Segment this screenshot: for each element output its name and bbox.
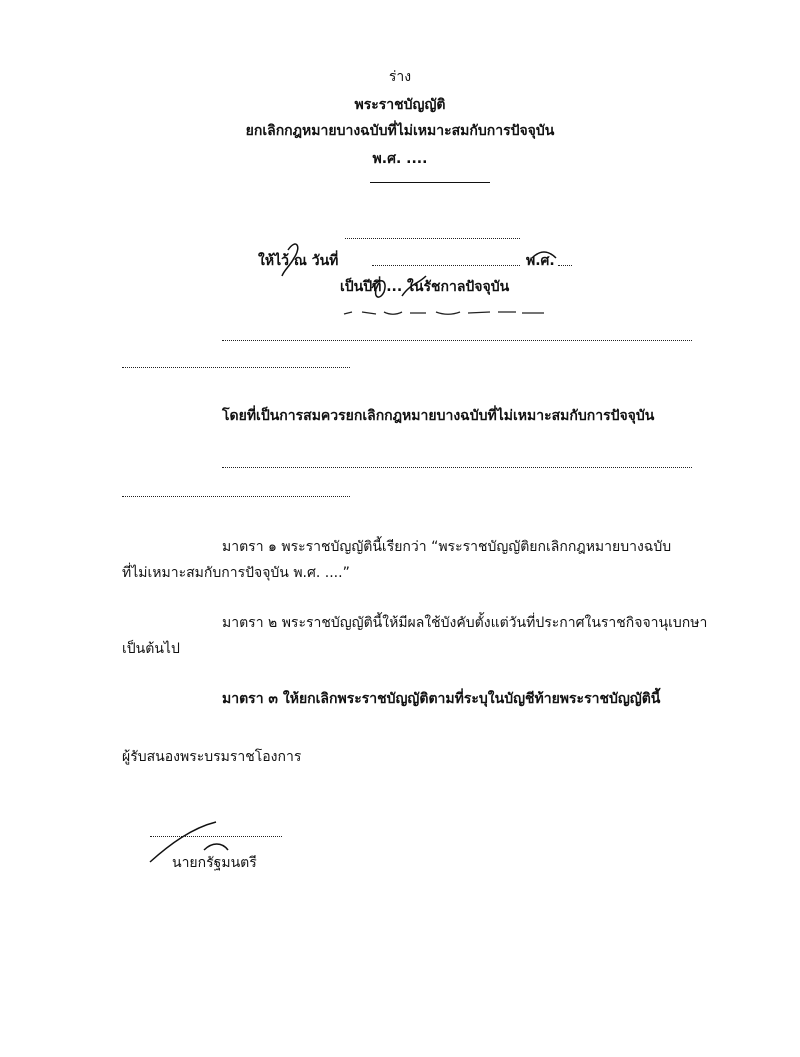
section-3-line-1: มาตรา ๓ ให้ยกเลิกพระราชบัญญัติตามที่ระบุในบัญชีท้ายพระราชบัญญัตินี้: [222, 691, 661, 707]
act-title: พระราชบัญญัติ: [354, 97, 446, 113]
section-1-line-2: ที่ไม่เหมาะสมกับการปัจจุบัน พ.ศ. ....”: [122, 565, 350, 581]
section-2-line-1: มาตรา ๒ พระราชบัญญัตินี้ให้มีผลใช้บังคับตั้งแต่วันที่ประกาศในราชกิจจานุเบกษา: [222, 615, 708, 631]
preamble-reason: โดยที่เป็นการสมควรยกเลิกกฎหมายบางฉบับที่ไม่เหมาะสมกับการปัจจุบัน: [222, 408, 655, 424]
given-reign-line: เป็นปีที่ ... ในรัชกาลปัจจุบัน: [340, 279, 510, 295]
section-2-line-2: เป็นต้นไป: [122, 641, 180, 657]
given-date-label: ให้ไว้ ณ วันที่: [258, 253, 339, 269]
given-year-label: พ.ศ.: [526, 253, 555, 269]
countersign-label: ผู้รับสนองพระบรมราชโองการ: [122, 749, 302, 765]
act-year: พ.ศ. ....: [372, 151, 428, 167]
act-subtitle: ยกเลิกกฎหมายบางฉบับที่ไม่เหมาะสมกับการปัจจุบัน: [245, 123, 555, 139]
signatory-title: นายกรัฐมนตรี: [172, 855, 257, 871]
draft-label: ร่าง: [388, 69, 412, 85]
section-1-line-1: มาตรา ๑ พระราชบัญญัตินี้เรียกว่า “พระราชบัญญัติยกเลิกกฎหมายบางฉบับ: [222, 539, 672, 555]
